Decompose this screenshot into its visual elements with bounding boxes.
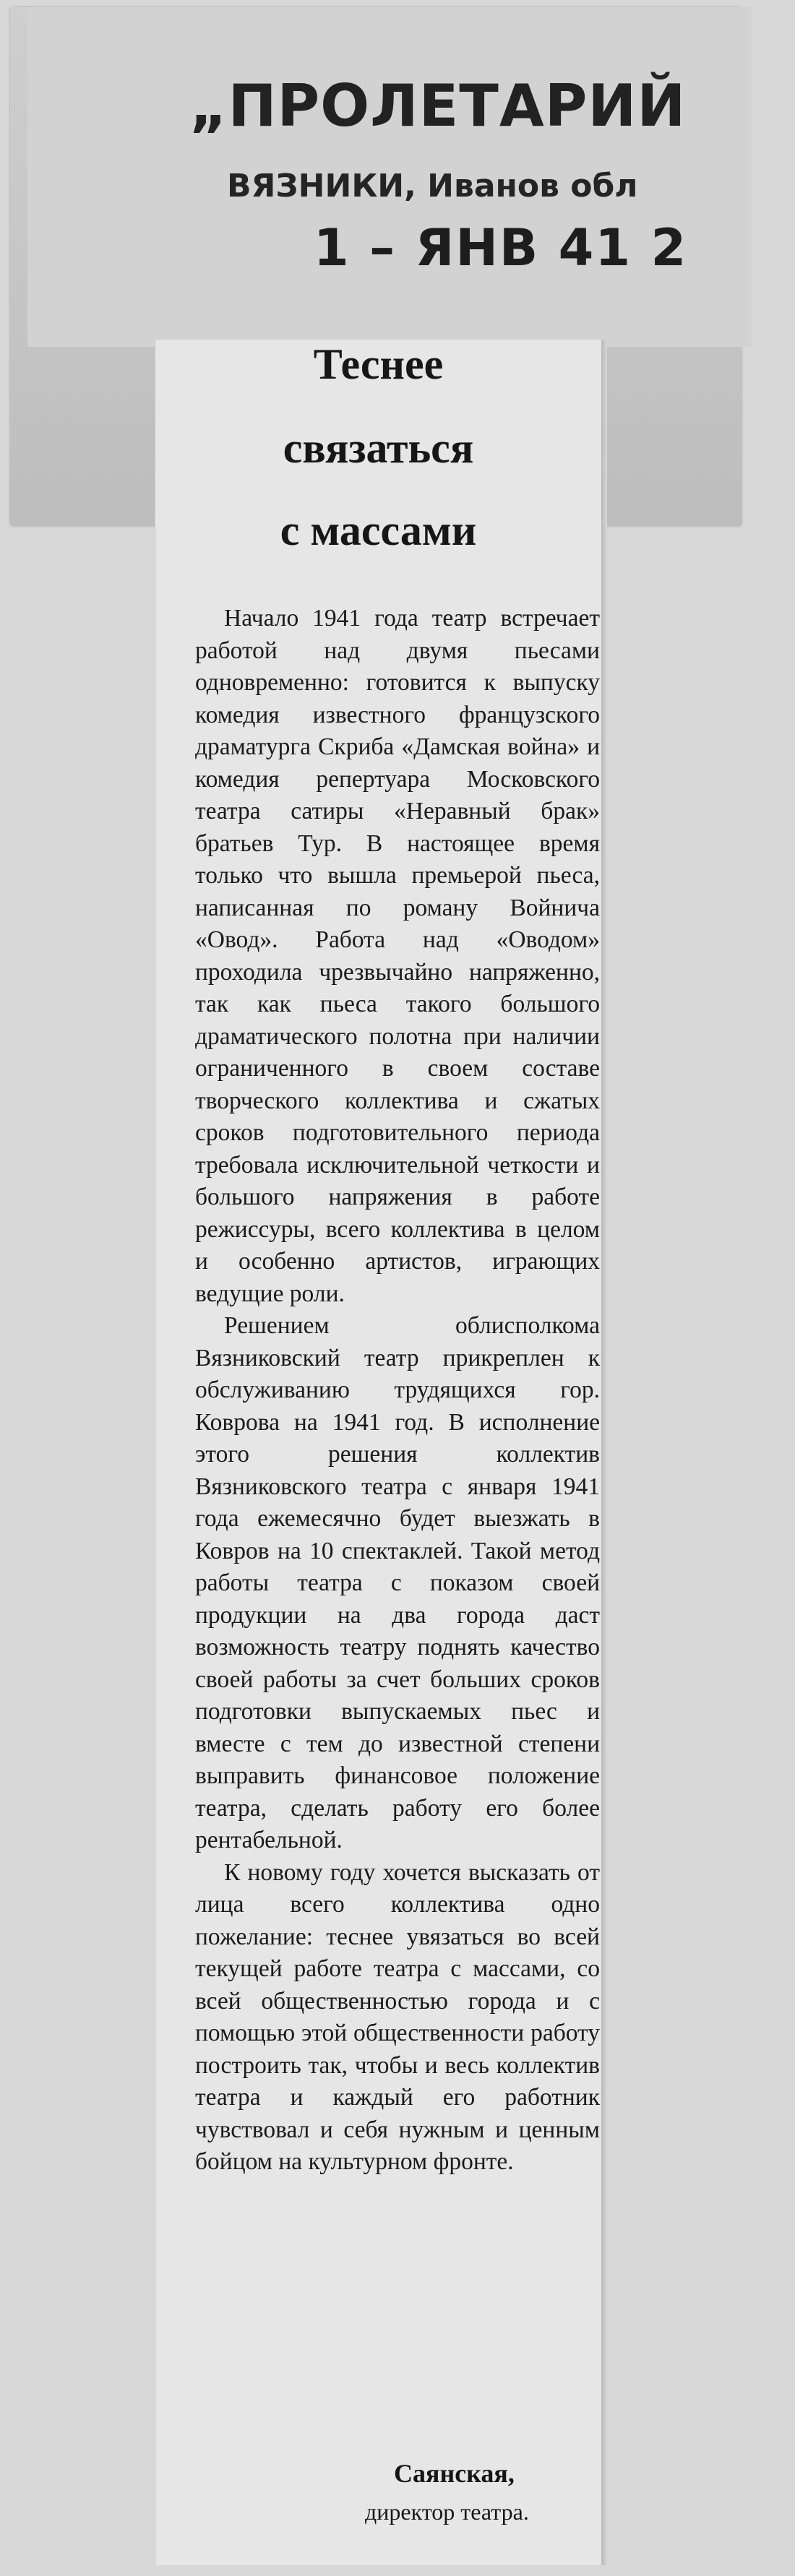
article-title-line-3: с массами <box>280 507 477 554</box>
article-title-line-1: Теснее <box>313 340 444 388</box>
author-role: директор театра. <box>365 2499 529 2525</box>
article-body <box>195 603 600 2179</box>
publication-city: ВЯЗНИКИ, Иванов обл <box>227 168 638 204</box>
article-paragraph-3: К новому году хочется высказать от лица всего коллектива одно пожелание: теснее увязаться во всей текущей работе театра с массами, со всей общественностью города и с помощью этой общественности работу построить так, чтобы и весь коллектив театра и каждый его работник чувствовал и себя нужным и ценным бойцом на культурном фронте. <box>195 1858 600 2175</box>
article-paragraph-1: Начало 1941 года театр встречает работой над двумя пьесами одновременно: готовится к выпуску комедия известного французского драматурга Скриба «Дамская война» и комедия репертуара Московского театра сатиры «Неравный брак» братьев Тур. В настоящее время только что вышла премьерой пьеса, написанная по роману Войнича «Овод». Работа над «Оводом» проходила чрезвычайно напряженно, так как пьеса такого большого драматического полотна при наличии ограниченного в своем составе творческого коллектива и сжатых сроков подготовительного периода требовала исключительной четкости и большого напряжения в работе режиссуры, всего коллектива в целом и особенно артистов, играющих ведущие роли. <box>195 605 600 1307</box>
article-title-line-2: связаться <box>283 424 474 472</box>
article-paragraph-2: Решением облисполкома Вязниковский театр прикреплен к обслуживанию трудящихся гор. Коврова на 1941 год. В исполнение этого решения коллектив Вязниковского театра с января 1941 года ежемесячно будет выезжать в Ковров на 10 спектаклей. Такой метод работы театра с показом своей продукции на два города даст возможность театру поднять качество своей работы за счет больших сроков подготовки выпускаемых пьес и вместе с тем до известной степени выправить финансовое положение театра, сделать работу его более рентабельной. <box>195 1312 600 1853</box>
newspaper-clipping <box>155 340 601 2565</box>
publication-date: 1 – ЯНВ 41 2 <box>314 218 688 277</box>
author-signature: Саянская, <box>394 2459 515 2488</box>
publication-name: „ПРОЛЕТАРИЙ <box>189 72 687 139</box>
